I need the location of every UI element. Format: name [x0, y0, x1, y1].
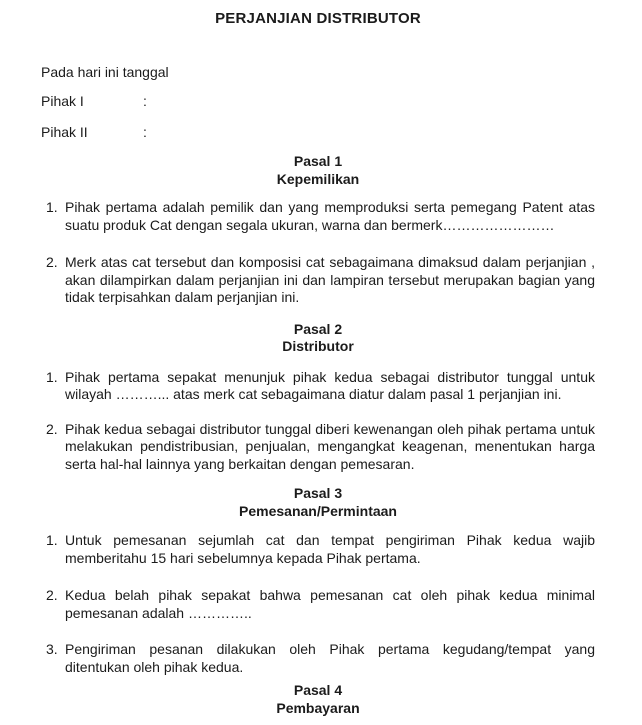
- list-item-number: 2.: [46, 254, 58, 270]
- list-item-number: 2.: [46, 587, 58, 603]
- list-item: [41, 641, 595, 676]
- section-number: Pasal 2: [293, 320, 343, 337]
- list-item-text: Pengiriman pesanan dilakukan oleh Pihak pertama kegudang/tempat yang ditentukan oleh pihak kedua.: [65, 641, 595, 675]
- party1-label: Pihak I: [41, 93, 84, 109]
- list-item-text: Kedua belah pihak sepakat bahwa pemesanan cat oleh pihak kedua minimal pemesanan adalah …………..: [65, 587, 595, 621]
- list-item: [41, 587, 595, 622]
- section-title: Distributor: [282, 338, 354, 354]
- list-item: [41, 369, 595, 404]
- list-item: [41, 254, 595, 307]
- party2-colon: :: [143, 123, 147, 140]
- section-heading-pasal-3: [41, 485, 595, 520]
- section-title: Pemesanan/Permintaan: [239, 502, 397, 519]
- list-item-text: Pihak kedua sebagai distributor tunggal diberi kewenangan oleh pihak pertama untuk melakukan pendistribusian, penjualan, mengangkat keagenan, menentukan harga serta hal-hal lainnya yang berkaitan dengan pemesaran.: [65, 420, 595, 472]
- section-heading-pasal-4: [41, 682, 595, 717]
- document-title: PERJANJIAN DISTRIBUTOR: [215, 10, 421, 27]
- party1-line: [41, 93, 595, 111]
- section-heading-pasal-2: [41, 321, 595, 356]
- list-item-number: 1.: [46, 368, 58, 385]
- list-item-number: 3.: [46, 641, 58, 657]
- section-heading-pasal-1: [41, 153, 595, 188]
- list-item: [41, 532, 595, 567]
- list-item: [41, 421, 595, 474]
- list-item-number: 1.: [46, 532, 58, 548]
- list-item: [41, 199, 595, 234]
- section-number: Pasal 1: [293, 153, 343, 169]
- party1-colon: :: [143, 93, 147, 109]
- list-item-number: 2.: [46, 420, 58, 437]
- list-item-text: Pihak pertama sepakat menunjuk pihak kedua sebagai distributor tunggal untuk wilayah ………... atas merk cat sebagaimana diatur dalam pasal 1 perjanjian ini.: [65, 368, 595, 402]
- list-item-text: Untuk pemesanan sejumlah cat dan tempat pengiriman Pihak kedua wajib memberitahu 15 hari sebelumnya kepada Pihak pertama.: [65, 532, 595, 566]
- section-title: Pembayaran: [276, 699, 360, 716]
- date-line: Pada hari ini tanggal: [41, 63, 169, 80]
- list-item-text: Pihak pertama adalah pemilik dan yang memproduksi serta pemegang Patent atas suatu produk Cat dengan segala ukuran, warna dan bermerk……………………: [65, 199, 595, 233]
- list-item-number: 1.: [46, 199, 58, 215]
- section-number: Pasal 4: [293, 682, 343, 698]
- party2-label: Pihak II: [41, 123, 88, 140]
- section-number: Pasal 3: [293, 485, 343, 501]
- section-title: Kepemilikan: [276, 170, 360, 187]
- list-item-text: Merk atas cat tersebut dan komposisi cat sebagaimana dimaksud dalam perjanjian , akan dilampirkan dalam perjanjian ini dan lampiran tersebut merupakan bagian yang tidak terpisahkan dalam perjanjian ini.: [65, 254, 595, 305]
- party2-line: [41, 124, 595, 142]
